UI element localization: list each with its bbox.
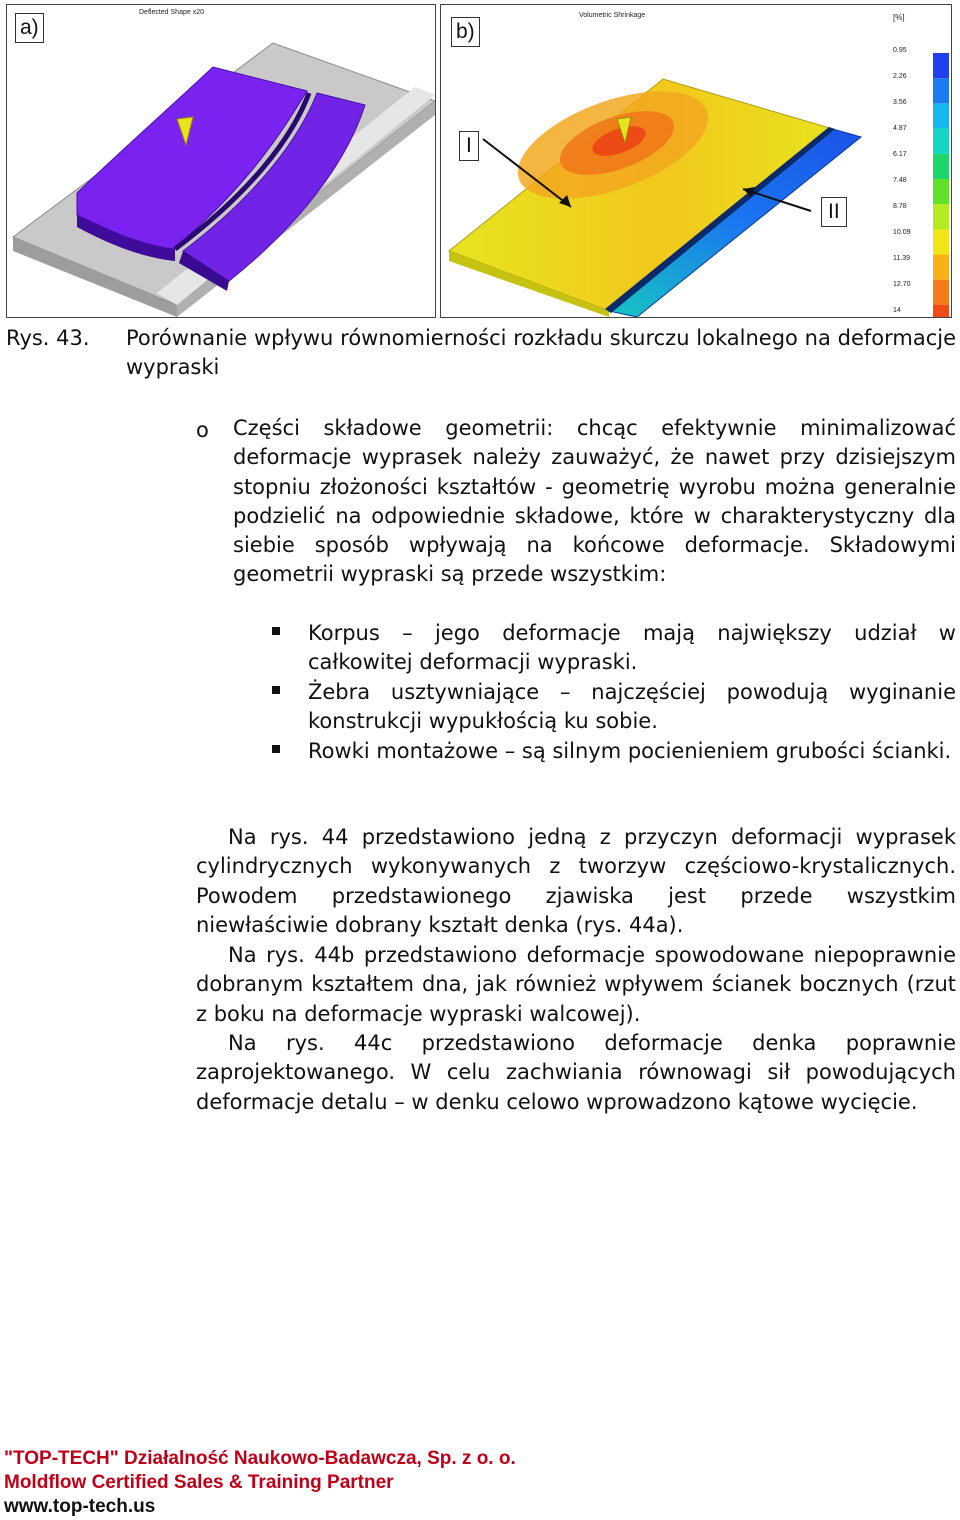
panel-a-letter: a) bbox=[15, 13, 44, 43]
legend-value: 14 bbox=[893, 307, 901, 314]
legend-swatch bbox=[933, 305, 949, 317]
legend-value: 10.09 bbox=[893, 229, 911, 236]
bullet-square-icon bbox=[272, 745, 280, 753]
legend-swatch bbox=[933, 103, 949, 128]
label-II: II bbox=[821, 197, 847, 227]
deflected-shape-render bbox=[7, 5, 435, 317]
legend-swatch bbox=[933, 154, 949, 179]
legend-swatch bbox=[933, 53, 949, 78]
legend-value: 0.95 bbox=[893, 47, 907, 54]
list-item-zebra: Żebra usztywniające – najczęściej powodują wyginanie konstrukcji wypukłością ku sobie. bbox=[308, 680, 956, 734]
panel-b-title: Volumetric Shrinkage bbox=[579, 12, 646, 19]
legend-swatch bbox=[933, 255, 949, 280]
panel-b-volumetric-shrinkage bbox=[440, 4, 952, 318]
legend-color-scale bbox=[933, 53, 949, 317]
legend-value: 8.78 bbox=[893, 203, 907, 210]
legend-value: 12.70 bbox=[893, 281, 911, 288]
label-I: I bbox=[459, 131, 479, 161]
list-item-rowki: Rowki montażowe – są silnym pocienieniem grubości ścianki. bbox=[308, 739, 952, 763]
legend-swatch bbox=[933, 280, 949, 305]
legend-value: 7.48 bbox=[893, 177, 907, 184]
legend-swatch bbox=[933, 179, 949, 204]
legend-value: 6.17 bbox=[893, 151, 907, 158]
panel-a-deflected-shape bbox=[6, 4, 436, 318]
legend-swatch bbox=[933, 229, 949, 254]
caption-text: Porównanie wpływu równomierności rozkładu skurczu lokalnego na deformacje wypraski bbox=[126, 326, 956, 379]
legend-value: 4.87 bbox=[893, 125, 907, 132]
paragraph-3: Na rys. 44c przedstawiono deformacje denka poprawnie zaprojektowanego. W celu zachwiania równowagi sił powodujących deformacje detalu – w denku celowo wprowadzono kątowe wycięcie. bbox=[196, 1031, 956, 1114]
volumetric-shrinkage-render bbox=[441, 5, 951, 317]
legend-value: 3.56 bbox=[893, 99, 907, 106]
legend-value: 2.26 bbox=[893, 73, 907, 80]
panel-b-letter: b) bbox=[451, 17, 480, 47]
legend-swatch bbox=[933, 78, 949, 103]
footer-website[interactable]: www.top-tech.us bbox=[4, 1496, 156, 1517]
figure-43 bbox=[6, 4, 950, 316]
legend-value: 11.39 bbox=[893, 255, 910, 262]
panel-a-title: Deflected Shape x20 bbox=[139, 9, 204, 16]
section-intro: Części składowe geometrii: chcąc efektywnie minimalizować deformacje wyprasek należy zauważyć, że nawet przy dzisiejszym stopniu złożoności kształtów - geometrię wyrobu można generalnie podzielić na odpowiednie składowe, które w charakterystyczny dla siebie sposób wpływają na końcowe deformacje. Składowymi geometrii wypraski są przede wszystkim: bbox=[233, 416, 956, 587]
paragraph-1: Na rys. 44 przedstawiono jedną z przyczyn deformacji wyprasek cylindrycznych wykonywanych z tworzyw częściowo-krystalicznych. Powodem przedstawionego zjawiska jest przede wszystkim niewłaściwie dobrany kształt denka (rys. 44a). bbox=[196, 825, 956, 937]
legend-swatch bbox=[933, 204, 949, 229]
list-item-korpus: Korpus – jego deformacje mają największy udział w całkowitej deformacji wypraski. bbox=[308, 621, 956, 675]
footer-partner: Moldflow Certified Sales & Training Partner bbox=[4, 1472, 394, 1493]
legend-unit: [%] bbox=[893, 13, 905, 22]
section-bullet: o bbox=[196, 418, 209, 442]
bullet-square-icon bbox=[272, 686, 280, 694]
footer-company: "TOP-TECH" Działalność Naukowo-Badawcza, Sp. z o. o. bbox=[4, 1448, 516, 1469]
caption-number: Rys. 43. bbox=[6, 326, 90, 350]
paragraph-2: Na rys. 44b przedstawiono deformacje spowodowane niepoprawnie dobranym kształtem dna, jak również wpływem ścianek bocznych (rzut z boku na deformacje wypraski walcowej). bbox=[196, 943, 956, 1026]
bullet-square-icon bbox=[272, 627, 280, 635]
legend-swatch bbox=[933, 129, 949, 154]
